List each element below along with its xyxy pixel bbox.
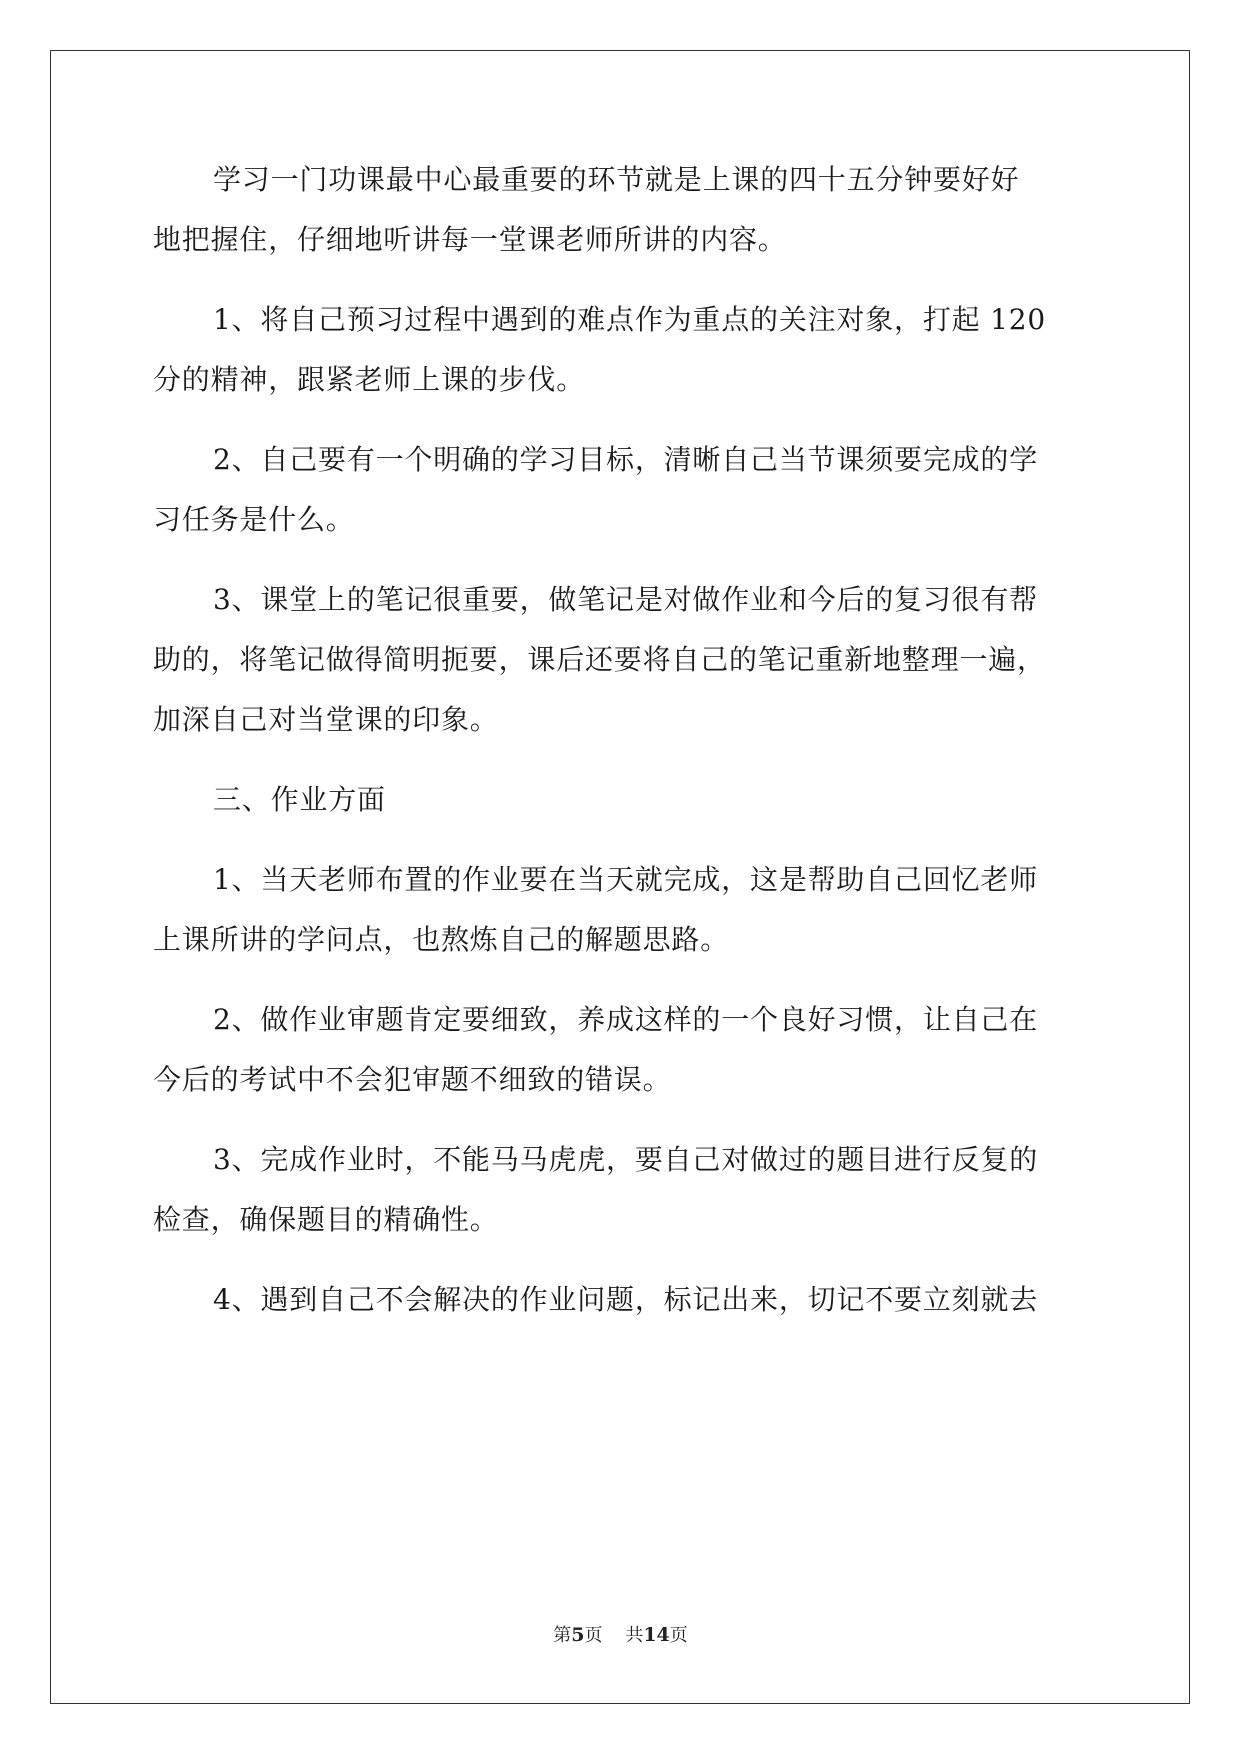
paragraph-line: 地把握住，仔细地听讲每一堂课老师所讲的内容。: [153, 223, 787, 256]
paragraph-line: 3、课堂上的笔记很重要，做笔记是对做作业和今后的复习很有帮: [213, 583, 1039, 616]
paragraph-line: 检查，确保题目的精确性。: [153, 1203, 499, 1236]
total-prefix: 共: [625, 1625, 644, 1646]
paragraph-line: 习任务是什么。: [153, 503, 355, 536]
section-heading: 三、作业方面: [213, 783, 386, 816]
page-footer: [0, 1623, 1241, 1648]
paragraph-line: 学习一门功课最中心最重要的环节就是上课的四十五分钟要好好: [213, 163, 1020, 196]
page-prefix: 第: [553, 1625, 572, 1646]
paragraph-line: 2、做作业审题肯定要细致，养成这样的一个良好习惯，让自己在: [213, 1003, 1039, 1036]
paragraph-line: 1、将自己预习过程中遇到的难点作为重点的关注对象，打起 120: [213, 303, 1046, 336]
paragraph-line: 今后的考试中不会犯审题不细致的错误。: [153, 1063, 672, 1096]
paragraph-line: 3、完成作业时，不能马马虎虎，要自己对做过的题目进行反复的: [213, 1143, 1039, 1176]
paragraph-line: 上课所讲的学问点，也熬炼自己的解题思路。: [153, 923, 730, 956]
page-suffix: 页: [584, 1625, 603, 1646]
paragraph-line: 加深自己对当堂课的印象。: [153, 703, 499, 736]
total-suffix: 页: [669, 1625, 688, 1646]
paragraph-line: 2、自己要有一个明确的学习目标，清晰自己当节课须要完成的学: [213, 443, 1039, 476]
page-total: 14: [643, 1624, 670, 1646]
page-current: 5: [571, 1624, 585, 1646]
paragraph-line: 助的，将笔记做得简明扼要，课后还要将自己的笔记重新地整理一遍，: [153, 643, 1046, 676]
paragraph-line: 1、当天老师布置的作业要在当天就完成，这是帮助自己回忆老师: [213, 863, 1039, 896]
paragraph-line: 分的精神，跟紧老师上课的步伐。: [153, 363, 586, 396]
paragraph-line: 4、遇到自己不会解决的作业问题，标记出来，切记不要立刻就去: [213, 1283, 1039, 1316]
